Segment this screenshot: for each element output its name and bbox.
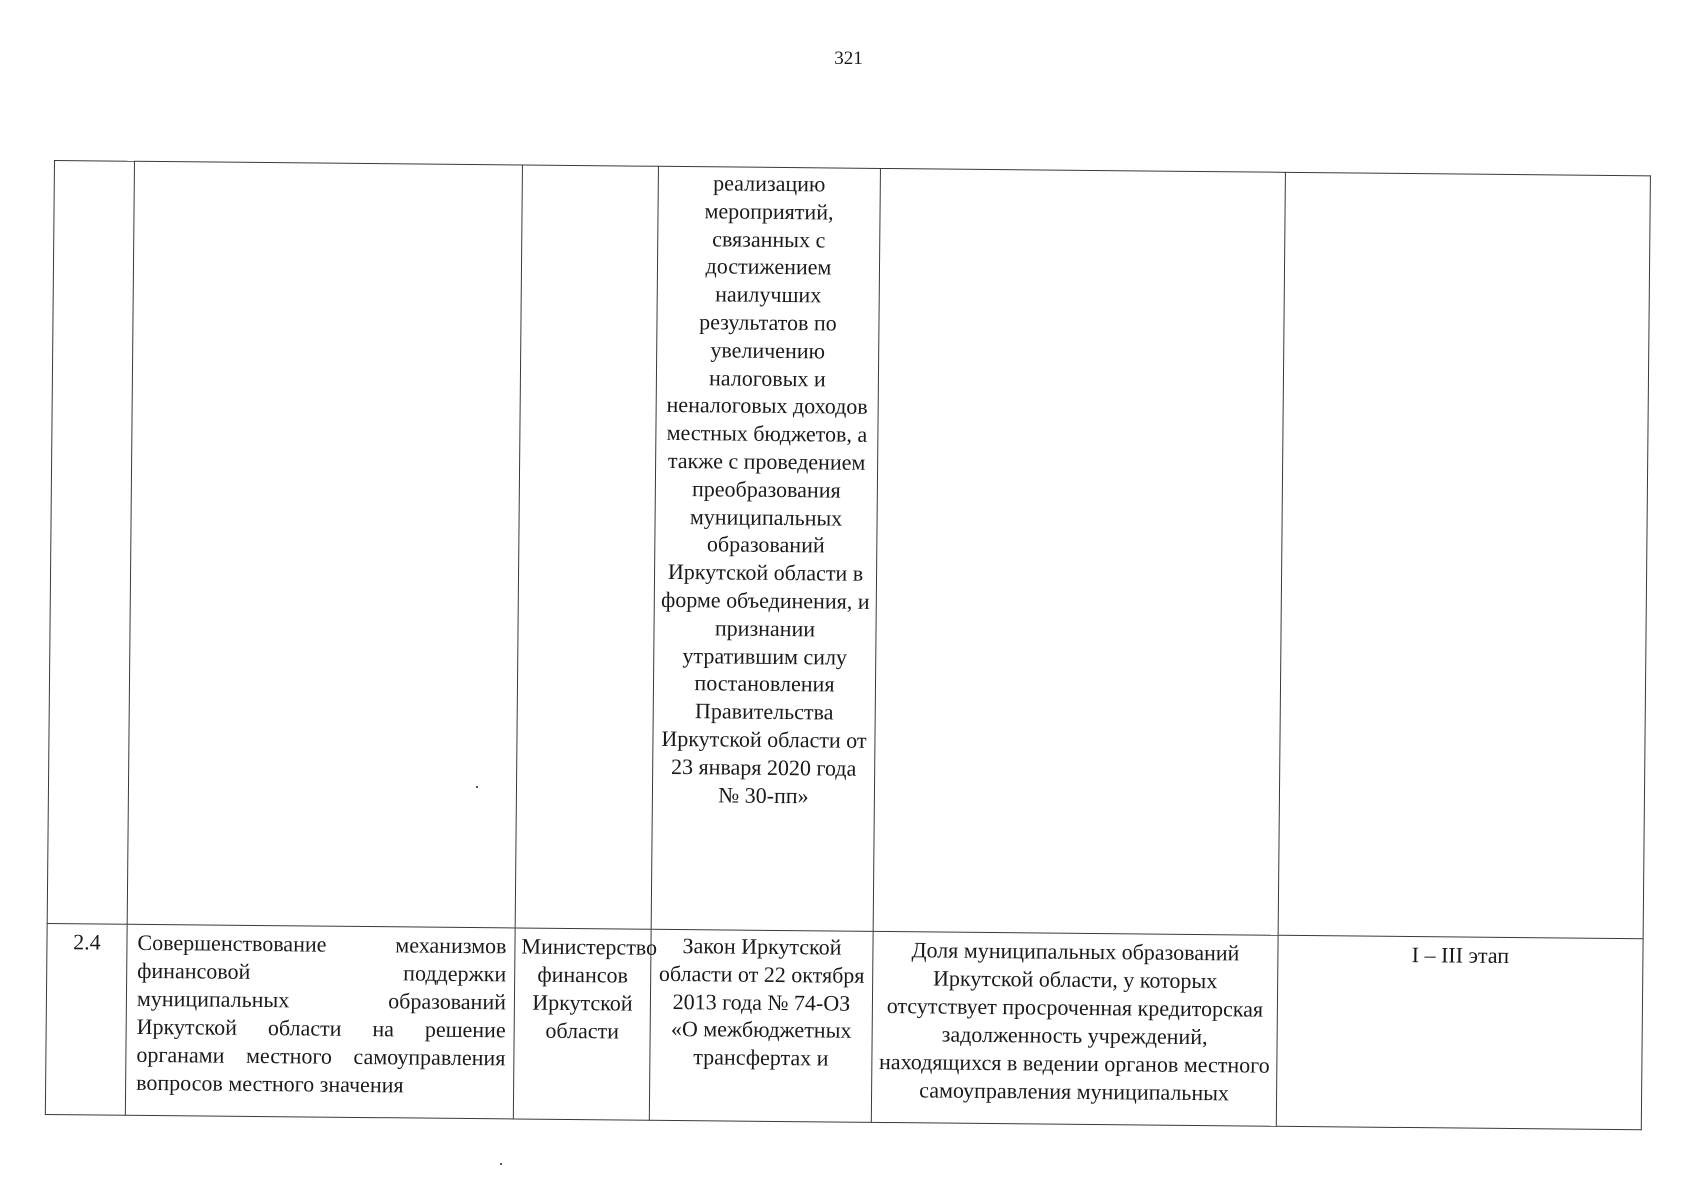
table-row <box>47 161 1650 939</box>
scan-speck <box>476 786 478 788</box>
cell-stage <box>1276 935 1643 1129</box>
cell-stage <box>1278 172 1650 938</box>
table-row <box>45 923 1643 1129</box>
stage-text: I – III этап <box>1411 942 1510 969</box>
cell-responsible <box>515 165 658 929</box>
cell-indicator <box>873 168 1285 935</box>
program-measures-table <box>45 160 1651 1130</box>
cell-responsible <box>513 928 658 1120</box>
cell-legal-document <box>651 166 880 931</box>
legal-document-text: реализацию мероприятий, связанных с достижением наилучших результатов по увеличению налоговых и неналоговых доходов местных бюджетов, а также с проведением преобразования муниципальных образований Иркутской области в форме объединения, и признании утратившим силу постановления Правительства Иркутской области от 23 января 2020 года № 30-пп» <box>660 170 870 808</box>
indicator-text: Доля муниципальных образований Иркутской области, у которых отсутствует просроченная кредиторская задолженность учреждений, находящихся в ведении органов местного самоуправления муниципальных <box>878 937 1270 1106</box>
cell-measure-name <box>125 924 515 1119</box>
cell-number <box>45 923 127 1115</box>
legal-document-text: Закон Иркутской области от 22 октября 2013 года № 74-ОЗ «О межбюджетных трансфертах и <box>658 933 865 1071</box>
cell-number <box>47 161 134 925</box>
cell-indicator <box>871 931 1278 1126</box>
scan-speck <box>500 1163 502 1165</box>
measure-name: Совершенствование механизмов финансовой поддержки муниципальных образований Иркутской области на решение органами местного самоуправления вопросов местного значения <box>136 929 507 1098</box>
page-number: 321 <box>834 48 863 69</box>
responsible-executor: Министерство финансов Иркутской области <box>521 933 658 1044</box>
measure-number: 2.4 <box>73 929 101 955</box>
cell-legal-document <box>649 929 873 1122</box>
cell-measure-name <box>127 161 522 928</box>
